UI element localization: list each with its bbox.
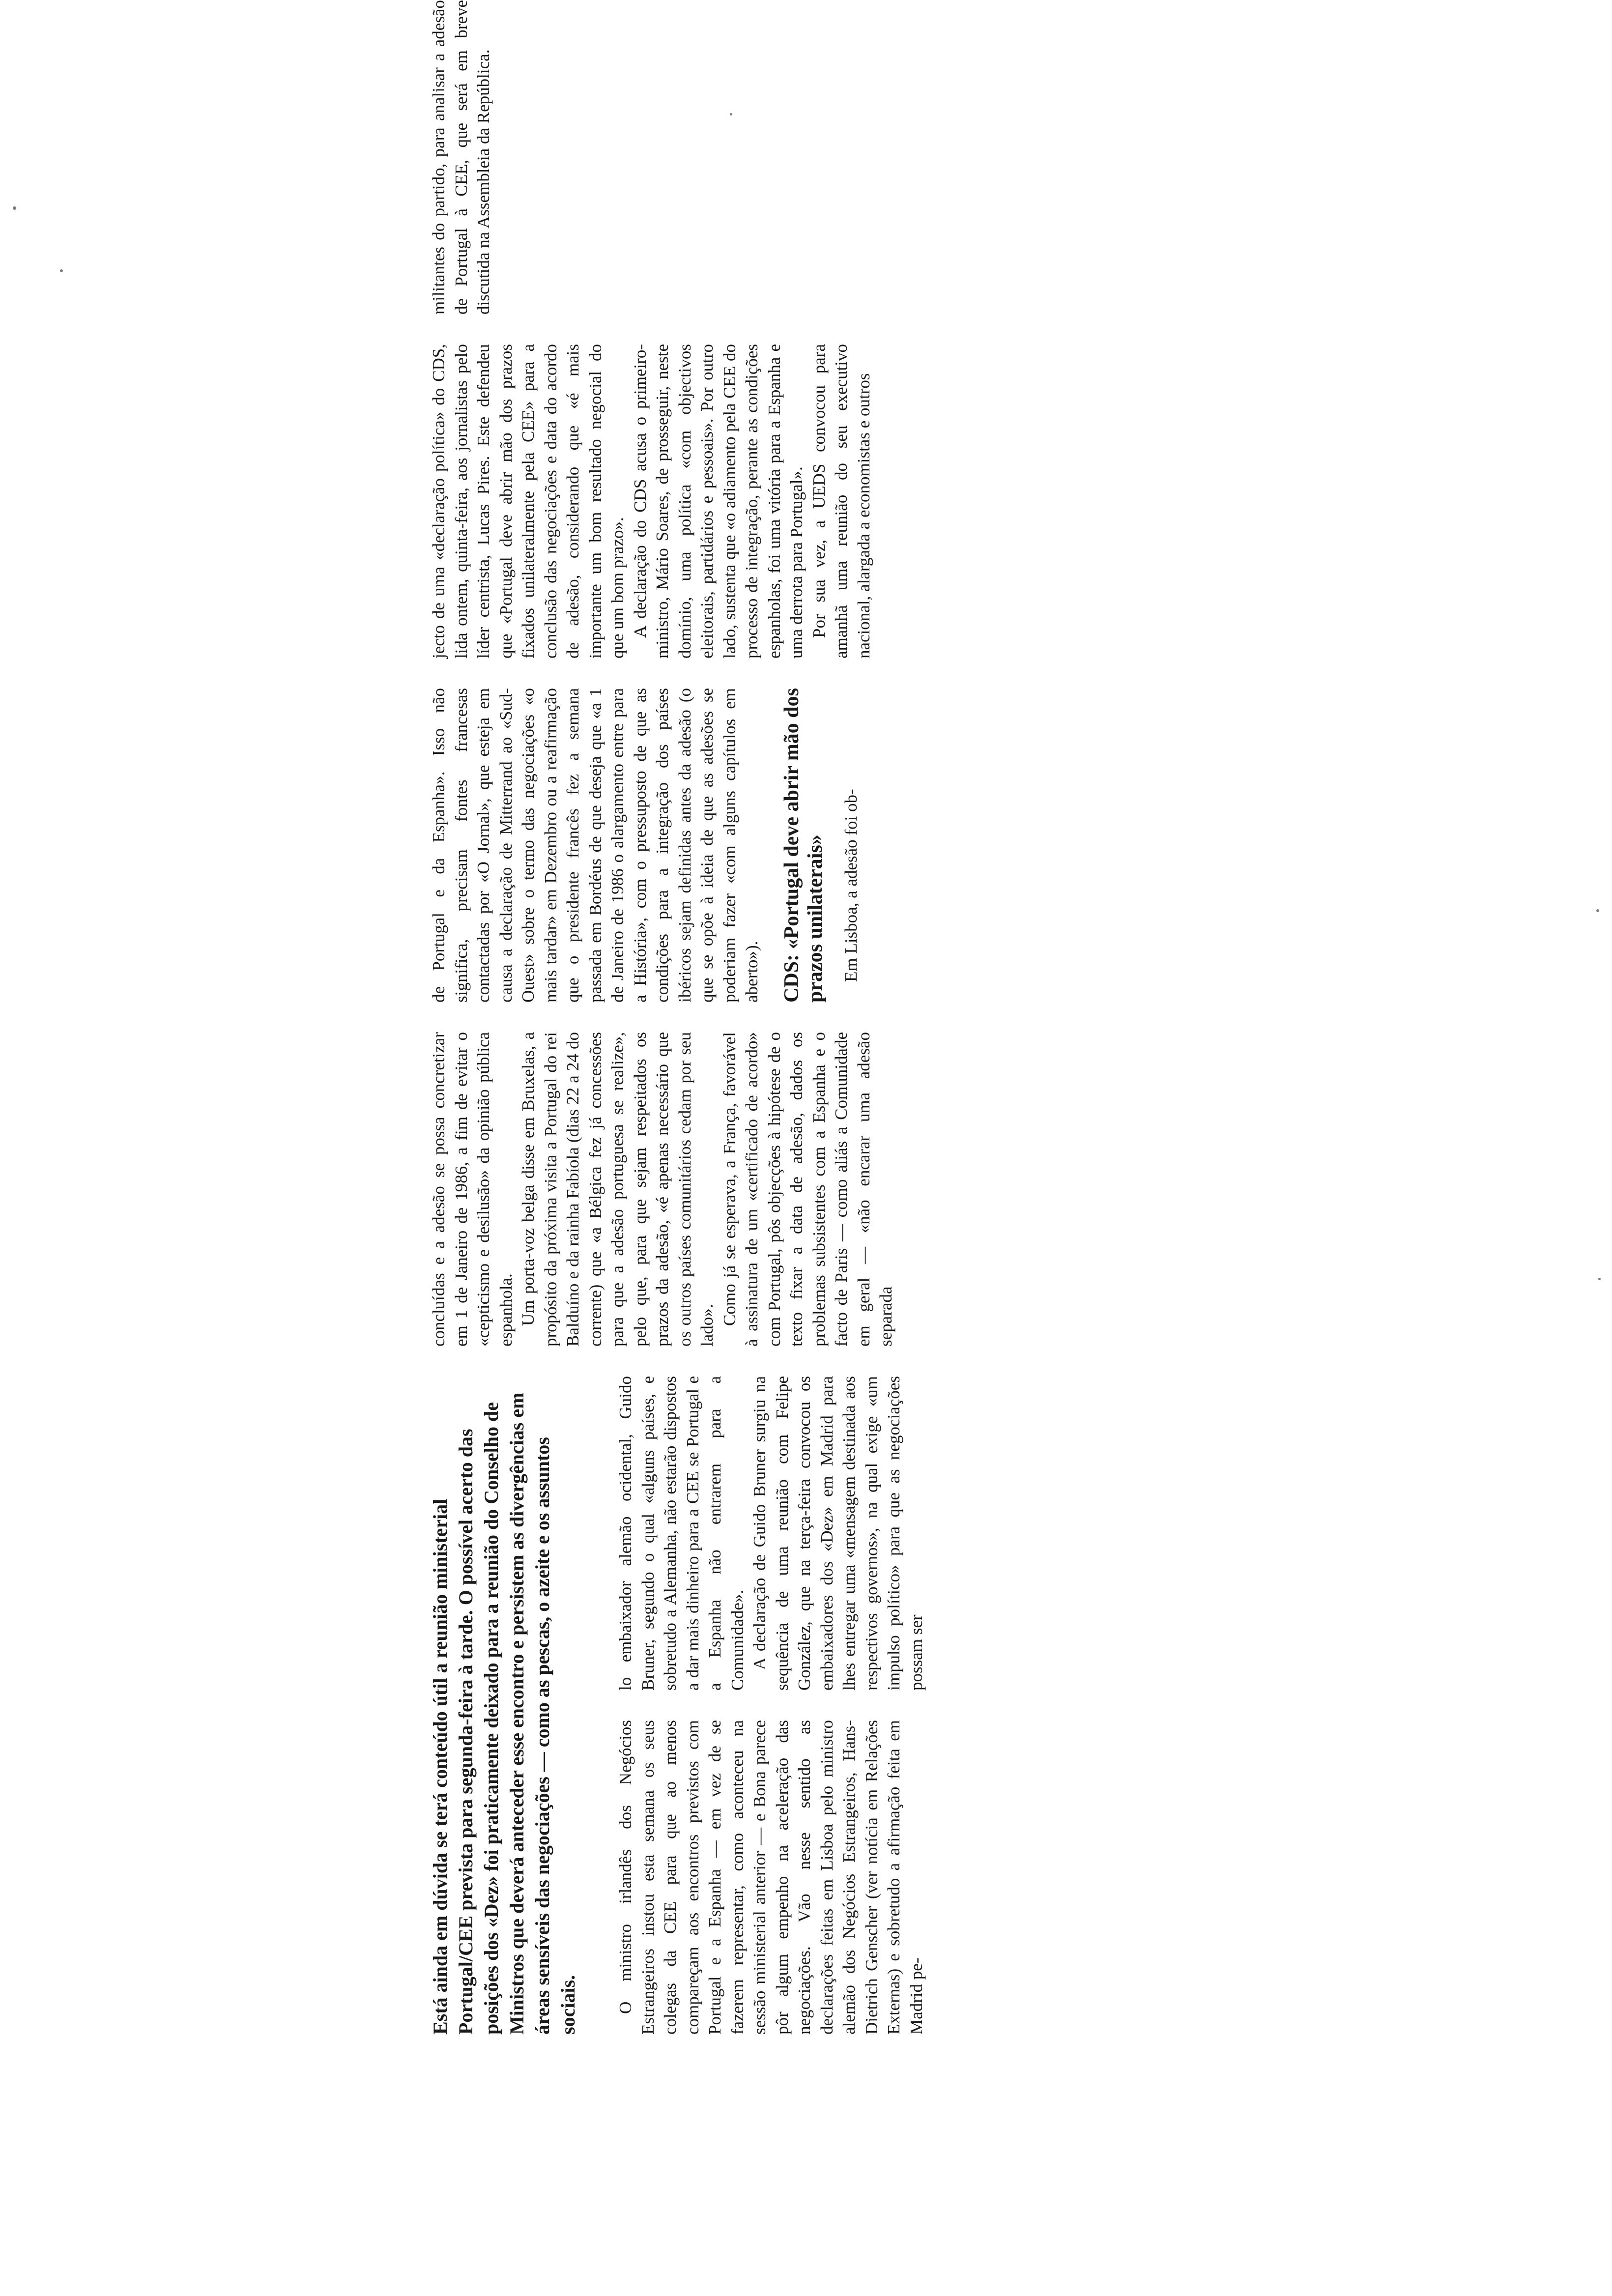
text-column-5 [428, 344, 1066, 659]
text-column-6 [428, 0, 1066, 315]
paragraph: O ministro irlandês dos Negócios Estrangeiros instou esta semana os seus colegas da CEE para que ao menos compareçam aos encontros previstos com Portugal e a Espanha — em vez de se fazerem representar, como aconteceu na sessão ministerial anterior — e Bona parece pôr algum empenho na aceleração das negociações. Vão nesse sentido as declarações feitas em Lisboa pelo ministro alemão dos Negócios Estrangeiros, Hans-Dietrich Genscher (ver notícia em Relações Externas) e sobretudo a afirmação feita em Madrid pe- [616, 1720, 926, 2035]
paragraph: lo embaixador alemão ocidental, Guido Bruner, segundo o qual «alguns países, e sobretudo a Alemanha, não estarão dispostos a dar mais dinheiro para a CEE se Portugal e a Espanha não entrarem para a Comunidade». [616, 1376, 747, 1691]
text-column-1 [614, 1720, 1057, 2035]
paragraph: A declaração do CDS acusa o primeiro-ministro, Mário Soares, de prosseguir, neste domínio, uma política «com objectivos eleitorais, partidários e pessoais». Por outro lado, sustenta que «o adiamento pela CEE do processo de integração, perante as condições espanholas, foi uma vitória para a Espanha e uma derrota para Portugal». [630, 344, 806, 659]
scan-speck [730, 113, 732, 115]
scan-speck [60, 269, 63, 272]
paragraph: Um porta-voz belga disse em Bruxelas, a propósito da próxima visita a Portugal do rei Balduíno e da rainha Fabíola (dias 22 a 24 do corrente) que «a Bélgica fez já concessões para que a adesão portuguesa se realize», pelo que, para que sejam respeitados os prazos da adesão, «é apenas necessário que os outros países comunitários cedam por seu lado». [518, 1032, 717, 1347]
paragraph: A declaração de Guido Bruner surgiu na sequência de uma reunião com Felipe González, que na terça-feira convocou os embaixadores dos «Dez» em Madrid para lhes entregar uma «mensagem destinada aos respectivos governos», na qual exige «um impulso político» para que as negociações possam ser [750, 1376, 926, 1691]
paragraph: militantes do partido, para analisar a adesão de Portugal à CEE, que será em breve discutida na Assembleia da República. [429, 0, 493, 315]
article-lead: Está ainda em dúvida se terá conteúdo útil a reunião ministerial Portugal/CEE prevista para segunda-feira à tarde. O possível acerto das posições dos «Dez» foi praticamente deixado para a reunião do Conselho de Ministros que deverá anteceder esse encontro e persistem as divergências em áreas sensíveis das negociações — como as pescas, o azeite e os assuntos sociais. [429, 1392, 579, 2035]
text-column-2 [614, 1376, 1057, 1691]
scan-speck [1596, 909, 1599, 912]
paragraph: de Portugal e da Espanha». Isso não significa, precisam fontes francesas contactadas por «O Jornal», que esteja em causa a declaração de Mitterrand ao «Sud-Ouest» sobre o termo das negociações «o mais tardar» em Dezembro ou a reafirmação que o presidente francês fez a semana passada em Bordéus de que deseja que «a 1 de Janeiro de 1986 o alargamento entre para a História», com o pressuposto de que as condições para a integração dos países ibéricos sejam definidas antes da adesão (o que se opõe à ideia de que as adesões se poderiam fazer «com alguns capítulos em aberto»). [429, 688, 761, 1003]
text-column-4 [428, 688, 1066, 1003]
paragraph: Como já se esperava, a França, favorável à assinatura de um «certificado de acordo» com Portugal, pôs objecções à hipótese de o texto fixar a data de adesão, dados os problemas subsistentes com a Espanha e o facto de Paris — como aliás a Comunidade em geral — «não encarar uma adesão separada [720, 1032, 895, 1347]
article-page [428, 0, 1066, 2035]
scan-speck [13, 206, 16, 210]
paragraph: Por sua vez, a UEDS convocou para amanhã uma reunião do seu executivo nacional, alargada a economistas e outros [809, 344, 873, 659]
section-subheading: CDS: «Portugal deve abrir mão dos prazos unilaterais» [780, 688, 827, 1003]
paragraph: concluídas e a adesão se possa concretizar em 1 de Janeiro de 1986, a fim de evitar o «cepticismo e desilusão» da opinião pública espanhola. [429, 1032, 516, 1347]
text-column-3 [428, 1032, 1066, 1347]
paragraph: jecto de uma «declaração política» do CDS, lida ontem, quinta-feira, aos jornalistas pelo líder centrista, Lucas Pires. Este defendeu que «Portugal deve abrir mão dos prazos fixados unilateralmente pela CEE» para a conclusão das negociações e data do acordo de adesão, considerando que «é mais importante um bom resultado negocial do que um bom prazo». [429, 344, 627, 659]
scan-speck [1598, 1278, 1601, 1280]
paragraph: Em Lisboa, a adesão foi ob- [841, 789, 861, 982]
